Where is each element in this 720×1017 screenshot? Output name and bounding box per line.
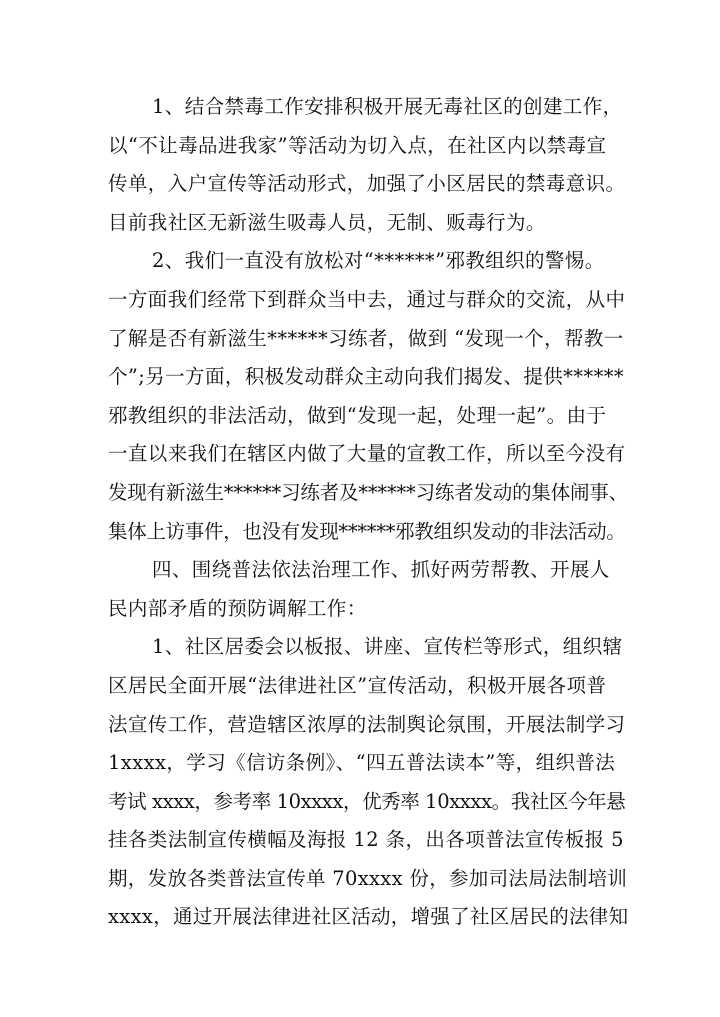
text-line: 法宣传工作，营造辖区浓厚的法制舆论氛围，开展法制学习 <box>108 712 626 736</box>
text-line: 2、我们一直没有放松对“******”邪教组织的警惕。 <box>152 249 605 273</box>
text-line: 传单，入户宣传等活动形式，加强了小区居民的禁毒意识。 <box>108 172 626 196</box>
text-line: 了解是否有新滋生******习练者，做到 “发现一个，帮教一 <box>108 326 624 350</box>
text-line: 1、社区居委会以板报、讲座、宣传栏等形式，组织辖 <box>152 635 623 659</box>
text-line: 个”;另一方面，积极发动群众主动向我们揭发、提供****** <box>108 365 625 389</box>
text-line: 发现有新滋生******习练者及******习练者发动的集体闹事、 <box>108 480 628 504</box>
text-line: 民内部矛盾的预防调解工作： <box>108 596 367 620</box>
text-line: 四、围绕普法依法治理工作、抓好两劳帮教、开展人 <box>152 558 610 582</box>
text-line: xxxx，通过开展法律进社区活动，增强了社区居民的法律知 <box>108 905 629 929</box>
text-line: 区居民全面开展“法律进社区”宣传活动，积极开展各项普 <box>108 673 607 697</box>
text-line: 1、结合禁毒工作安排积极开展无毒社区的创建工作， <box>152 95 623 118</box>
text-line: 目前我社区无新滋生吸毒人员，无制、贩毒行为。 <box>108 210 546 234</box>
text-line: 集体上访事件，也没有发现******邪教组织发动的非法活动。 <box>108 519 626 543</box>
text-line: 一方面我们经常下到群众当中去，通过与群众的交流，从中 <box>108 287 626 311</box>
text-line: 期，发放各类普法宣传单 70xxxx 份，参加司法局法制培训 <box>108 866 628 890</box>
document-body <box>108 88 628 937</box>
text-line: 考试 xxxx，参考率 10xxxx，优秀率 10xxxx。我社区今年悬 <box>108 789 626 813</box>
text-line: 一直以来我们在辖区内做了大量的宣教工作，所以至今没有 <box>108 442 626 466</box>
text-line: 1xxxx，学习《信访条例》、“四五普法读本”等，组织普法 <box>108 751 616 775</box>
text-line: 邪教组织的非法活动，做到“发现一起，处理一起”。由于 <box>108 403 607 427</box>
text-line: 挂各类法制宣传横幅及海报 12 条，出各项普法宣传板报 5 <box>108 828 624 852</box>
text-line: 以“不让毒品进我家”等活动为切入点，在社区内以禁毒宣 <box>108 133 607 157</box>
